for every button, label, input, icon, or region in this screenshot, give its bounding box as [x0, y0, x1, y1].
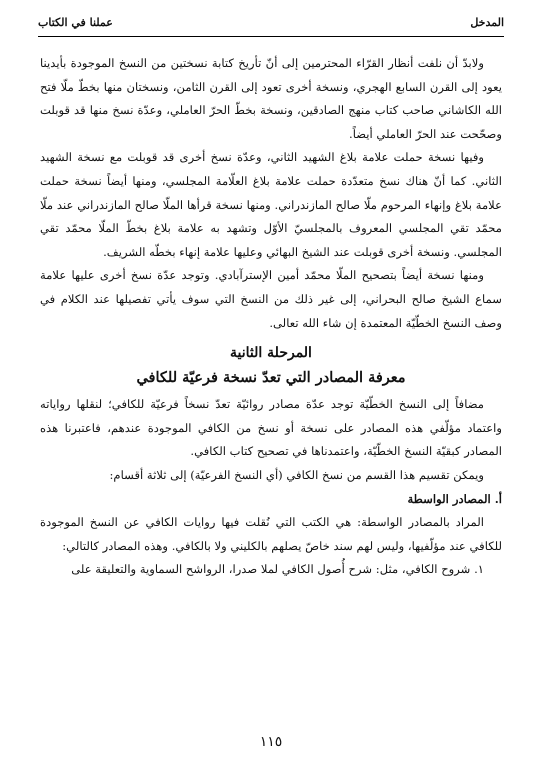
header-section-title: المدخل [470, 15, 504, 29]
paragraph: ١. شروح الكافي، مثل: شرح أُصول الكافي لملا صدرا، الرواشح السماوية والتعليقة على [71, 562, 484, 577]
header-chapter-title: عملنا في الكتاب [38, 15, 113, 29]
paragraph: ويمكن تقسيم هذا القسم من نسخ الكافي (أي النسخ الفرعيّة) إلى ثلاثة أقسام: [109, 467, 484, 482]
page-body [40, 52, 502, 582]
paragraph: ولابدّ أن نلفت أنظار القرّاء المحترمين إلى أنّ تأريخ كتابة نسختين من النسخ الموجودة بأيدينا يعود إلى القرن السابع الهجري، ونسخة أخرى تعود إلى القرن الثامن، ونسختان منها بخطّ ملّا فتح الله الكاشاني صاحب كتاب منهج الصادقين، ونسخة بخطّ الحرّ العاملي، وعدّة نسخ منها قد قوبلت وصحّحت عند الحرّ العاملي أيضاً. [40, 56, 502, 141]
page-number: ١١٥ [259, 734, 283, 750]
header-rule [38, 36, 504, 37]
section-title: المرحلة الثانية [230, 345, 312, 362]
paragraph: المراد بالمصادر الواسطة: هي الكتب التي نُقلت فيها روايات الكافي عن النسخ الموجودة للكافي عند مؤلّفيها، وليس لهم سند خاصّ يصلهم بالكليني ولا بالكافي. وهذه المصادر كالتالي: [40, 515, 502, 553]
paragraph: ومنها نسخة أيضاً بتصحيح الملّا محمّد أمين الإسترآبادي. وتوجد عدّة نسخ أخرى عليها علامة سماع الشيخ صالح البحراني، إلى غير ذلك من النسخ التي سوف يأتي تفصيلها عند الكلام في وصف النسخ الخطّيّة المعتمدة إن شاء الله تعالى. [40, 268, 502, 330]
subheading: أ. المصادر الواسطة [407, 491, 502, 506]
section-subtitle: معرفة المصادر التي تعدّ نسخة فرعيّة للكافي [136, 369, 406, 387]
paragraph: مضافاً إلى النسخ الخطّيّة توجد عدّة مصادر روائيّة تعدّ نسخاً فرعيّة للكافي؛ لنقلها رواياته واعتماد مؤلّفي هذه المصادر على نسخة أو نسخ من الكافي الموجودة عندهم، فاعتبرنا هذه المصادر كبقيّة النسخ الخطّيّة، واعتمدناها في تصحيح كتاب الكافي. [40, 397, 502, 459]
paragraph: وفيها نسخة حملت علامة بلاغ الشهيد الثاني، وعدّة نسخ أخرى قد قوبلت مع نسخة الشهيد الثاني. كما أنّ هناك نسخ متعدّدة حملت علامة بلاغ العلّامة المجلسي، ومنها أيضاً نسخة حملت علامة بلاغ وإنهاء المرحوم ملّا صالح المازندراني. ومنها نسخة قرأها الملّا صالح المازندراني عند ملّا محمّد تقي المجلسي المعروف بالمجلسيّ الأوّل وتشهد به علامة بلاغ بخطّ الملّا محمّد تقي المجلسي. ونسخة أخرى قوبلت عند الشيخ البهائي وعليها علامة إنهاء بخطّه الشريف. [40, 150, 502, 259]
running-header [38, 10, 504, 34]
